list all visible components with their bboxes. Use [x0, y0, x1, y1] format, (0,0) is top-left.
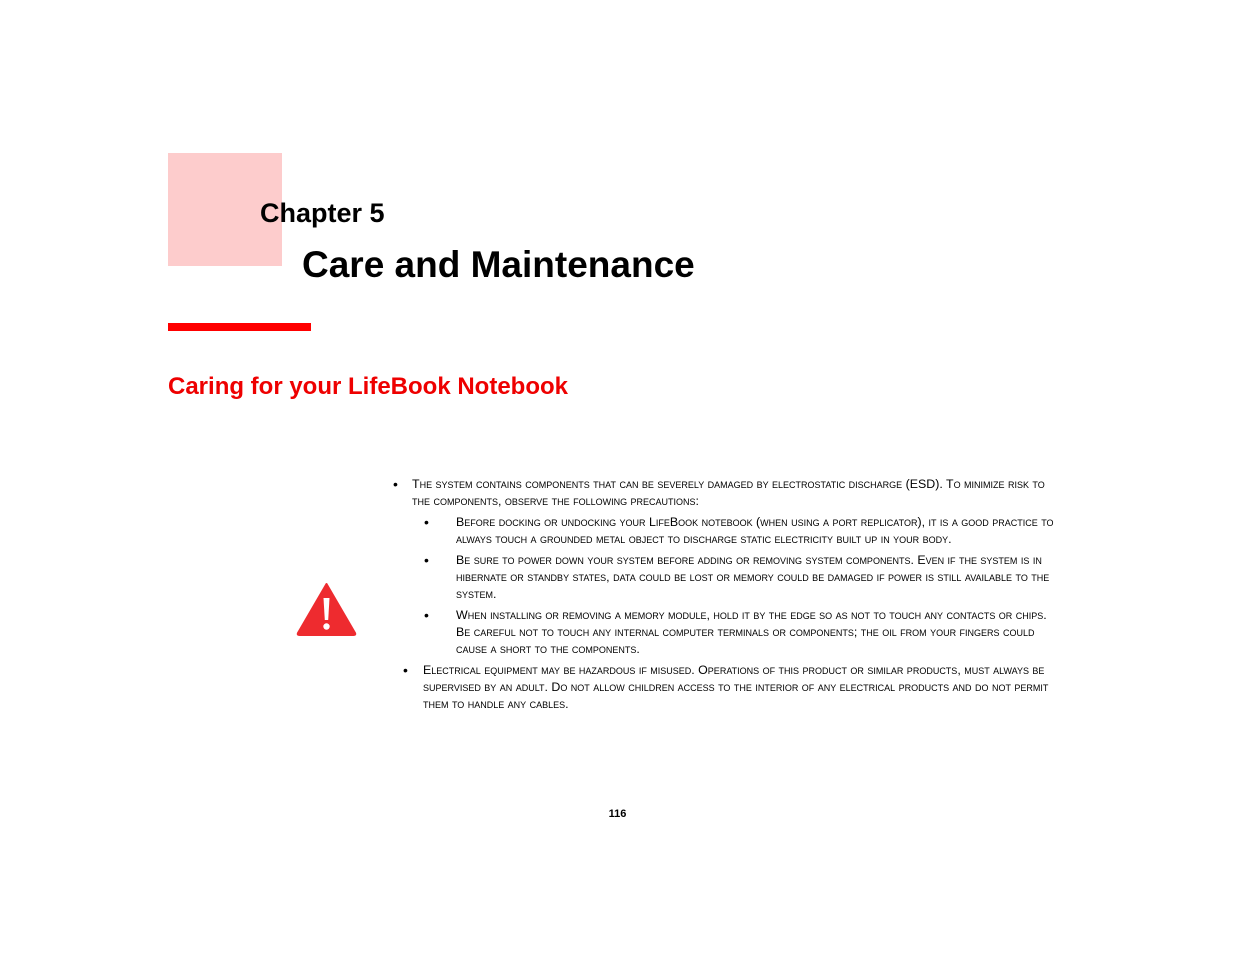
bullet: •	[424, 607, 429, 623]
bullet: •	[403, 662, 408, 678]
list-item-text: Before docking or undocking your LifeBook notebook (when using a port replicator), it is a good practice to always touch a grounded metal object to discharge static electricity built up in your body.	[456, 515, 1054, 546]
page-number: 116	[608, 808, 627, 820]
list-item	[393, 476, 1058, 510]
list-item-text: The system contains components that can be severely damaged by electrostatic discharge (ESD). To minimize risk to the components, observe the following precautions:	[412, 477, 1045, 508]
chapter-title: Care and Maintenance	[302, 244, 695, 285]
bullet: •	[393, 476, 398, 492]
warning-list	[393, 476, 1058, 713]
list-item-text: Be sure to power down your system before adding or removing system components. Even if the system is in hibernate or standby states, data could be lost or memory could be damaged if power is still available to the system.	[456, 553, 1050, 601]
list-item	[393, 662, 1058, 713]
bullet: •	[424, 552, 429, 568]
chapter-label: Chapter 5	[260, 198, 385, 228]
bullet: •	[424, 514, 429, 530]
list-item-text: Electrical equipment may be hazardous if misused. Operations of this product or similar products, must always be supervised by an adult. Do not allow children access to the interior of any electrical products and do not permit them to handle any cables.	[423, 663, 1049, 711]
list-item-text: When installing or removing a memory module, hold it by the edge so as not to touch any contacts or chips. Be careful not to touch any internal computer terminals or components; the oil from your fingers could cause a short to the components.	[456, 608, 1047, 656]
chapter-divider	[168, 323, 311, 331]
section-title: Caring for your LifeBook Notebook	[168, 373, 569, 400]
list-subitem	[393, 607, 1058, 658]
warning-triangle-icon	[296, 582, 357, 636]
list-subitem	[393, 514, 1058, 548]
list-subitem	[393, 552, 1058, 603]
